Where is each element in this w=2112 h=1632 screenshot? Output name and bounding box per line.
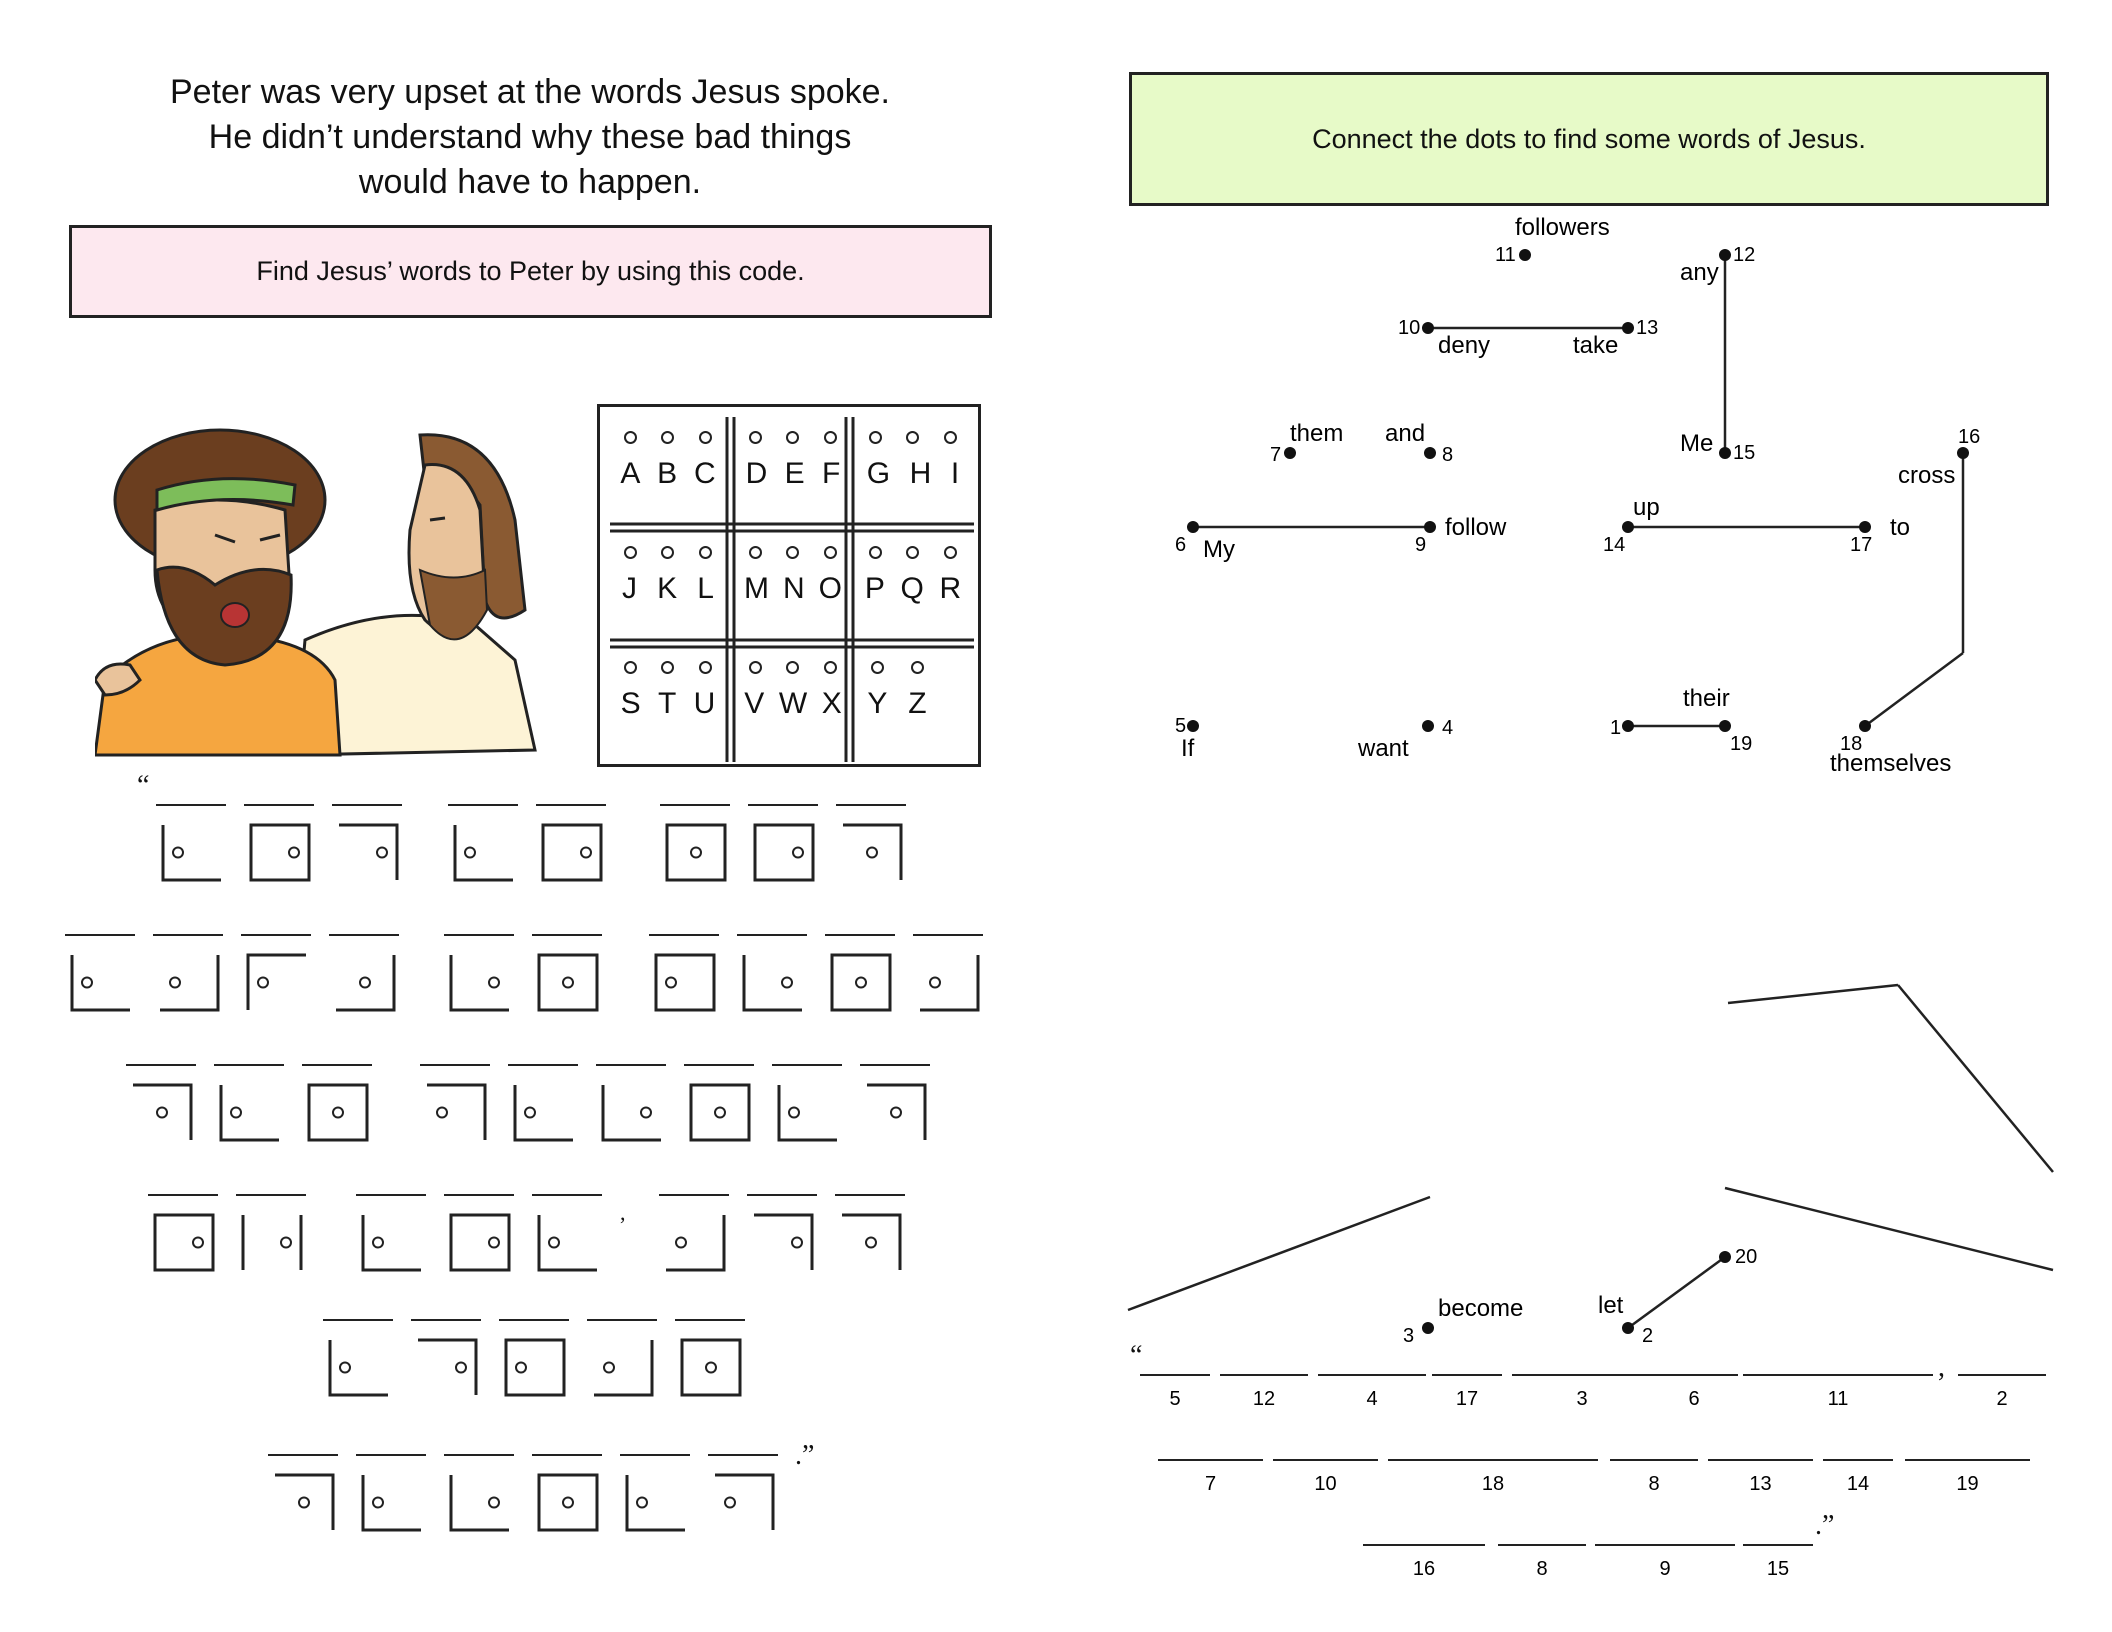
- pigpen-dot: [465, 848, 475, 858]
- connect-dot: [1422, 720, 1434, 732]
- pigpen-dot: [299, 1498, 309, 1508]
- connect-dot: [1187, 521, 1199, 533]
- dot-word: want: [1358, 735, 1409, 762]
- pigpen-symbol: [418, 1340, 476, 1395]
- answer-open-quote: “: [1130, 1340, 1143, 1371]
- key-letter: Y: [867, 687, 888, 720]
- pigpen-dot: [281, 1238, 291, 1248]
- connect-dot: [1719, 720, 1731, 732]
- pigpen-symbol: [363, 1475, 421, 1530]
- key-letter: L: [697, 572, 714, 605]
- pigpen-dot: [289, 848, 299, 858]
- dot-word: them: [1290, 420, 1344, 447]
- intro-line: He didn’t understand why these bad things: [208, 118, 852, 156]
- answer-close-quote: .”: [1815, 1510, 1835, 1541]
- pigpen-dot: [604, 1363, 614, 1373]
- pigpen-dot: [666, 978, 676, 988]
- answer-number: 12: [1252, 1388, 1276, 1410]
- key-letter: A: [620, 457, 641, 490]
- dot-number: 7: [1270, 444, 1282, 466]
- answer-number: 6: [1688, 1388, 1700, 1410]
- pigpen-dot: [706, 1363, 716, 1373]
- dot-number: 11: [1495, 244, 1516, 266]
- code-instruction: Find Jesus’ words to Peter by using this code.: [256, 256, 805, 286]
- pigpen-dot: [231, 1108, 241, 1118]
- pigpen-dot: [373, 1498, 383, 1508]
- pigpen-symbol: [427, 1085, 485, 1140]
- key-letter: V: [744, 687, 765, 720]
- pigpen-symbol: [515, 1085, 573, 1140]
- dot-number: 17: [1850, 534, 1873, 556]
- key-letter: R: [939, 572, 962, 605]
- dot-number: 3: [1403, 1325, 1415, 1347]
- pigpen-dot: [437, 1108, 447, 1118]
- dot-number: 10: [1398, 317, 1421, 339]
- pigpen-symbol: [363, 1215, 421, 1270]
- connect-dot: [1424, 521, 1436, 533]
- dot-word: take: [1573, 332, 1619, 359]
- dot-word: let: [1598, 1292, 1624, 1319]
- key-letter: H: [909, 457, 932, 490]
- pigpen-dot: [516, 1363, 526, 1373]
- key-letter: G: [866, 457, 891, 490]
- dot-number: 18: [1840, 733, 1863, 755]
- answer-number: 13: [1749, 1473, 1772, 1495]
- dot-number: 15: [1733, 442, 1756, 464]
- pigpen-symbol: [451, 1215, 509, 1270]
- comma: ,: [620, 1200, 626, 1225]
- pigpen-dot: [549, 1238, 559, 1248]
- pigpen-symbol: [155, 1215, 213, 1270]
- pigpen-symbol: [603, 1085, 661, 1140]
- answer-number: 14: [1846, 1473, 1870, 1495]
- pigpen-dot: [891, 1108, 901, 1118]
- answer-number: 10: [1314, 1473, 1337, 1495]
- answer-number: 15: [1766, 1558, 1790, 1580]
- key-letter: N: [782, 572, 805, 605]
- pigpen-dot: [258, 978, 268, 988]
- dot-word: themselves: [1830, 750, 1952, 777]
- dot-word: any: [1680, 259, 1719, 286]
- pigpen-symbol: [506, 1340, 564, 1395]
- connect-dot: [1719, 1251, 1731, 1263]
- key-letter: B: [657, 457, 678, 490]
- pigpen-dot: [930, 978, 940, 988]
- key-letter: T: [658, 687, 677, 720]
- dot-number: 8: [1442, 444, 1454, 466]
- dot-connector-line: [1865, 653, 1963, 726]
- answer-number: 7: [1204, 1473, 1217, 1495]
- dot-connector-line: [1628, 1257, 1725, 1328]
- pigpen-symbol: [451, 955, 509, 1010]
- pigpen-dot: [340, 1363, 350, 1373]
- pigpen-dot: [82, 978, 92, 988]
- pigpen-dot: [637, 1498, 647, 1508]
- dot-number: 14: [1603, 534, 1626, 556]
- pigpen-symbol: [160, 955, 218, 1010]
- pigpen-symbol: [744, 955, 802, 1010]
- dot-word: followers: [1515, 214, 1610, 241]
- connect-dot: [1622, 322, 1634, 334]
- pigpen-dot: [715, 1108, 725, 1118]
- connect-dot: [1719, 249, 1731, 261]
- connect-dot: [1284, 447, 1296, 459]
- connect-dot: [1424, 447, 1436, 459]
- intro-line: would have to happen.: [358, 163, 702, 201]
- key-letter: I: [950, 457, 960, 490]
- connect-dot: [1622, 521, 1634, 533]
- dot-word: become: [1438, 1295, 1524, 1322]
- pigpen-dot: [173, 848, 183, 858]
- pigpen-dot: [456, 1363, 466, 1373]
- intro-line: Peter was very upset at the words Jesus spoke.: [169, 73, 890, 111]
- pigpen-symbol: [656, 955, 714, 1010]
- answer-number: 2: [1996, 1388, 2008, 1410]
- answer-number: 8: [1536, 1558, 1548, 1580]
- key-letter: K: [657, 572, 678, 605]
- answer-number: 8: [1648, 1473, 1660, 1495]
- dot-word: cross: [1898, 462, 1956, 489]
- pigpen-dot: [373, 1238, 383, 1248]
- connect-dot: [1187, 720, 1199, 732]
- key-letter: M: [743, 572, 769, 605]
- pigpen-dot: [581, 848, 591, 858]
- dot-number: 20: [1735, 1246, 1758, 1268]
- dot-number: 2: [1642, 1325, 1654, 1347]
- key-letter: J: [622, 572, 638, 605]
- pigpen-dot: [725, 1498, 735, 1508]
- connect-dot: [1622, 720, 1634, 732]
- pigpen-symbol: [248, 955, 306, 1010]
- key-letter: X: [821, 687, 842, 720]
- answer-number: 5: [1169, 1388, 1181, 1410]
- answer-number: 3: [1576, 1388, 1588, 1410]
- pigpen-symbol: [920, 955, 978, 1010]
- pigpen-dot: [170, 978, 180, 988]
- pigpen-dot: [525, 1108, 535, 1118]
- answer-number: 18: [1481, 1473, 1505, 1495]
- pigpen-dot: [793, 848, 803, 858]
- connect-dot: [1422, 1322, 1434, 1334]
- pigpen-dot: [360, 978, 370, 988]
- answer-number: 9: [1659, 1558, 1671, 1580]
- dot-word: If: [1181, 735, 1195, 762]
- key-letter: O: [818, 572, 842, 605]
- pigpen-symbol: [779, 1085, 837, 1140]
- dot-word: follow: [1445, 514, 1507, 541]
- dot-number: 4: [1442, 717, 1454, 739]
- dot-number: 13: [1636, 317, 1659, 339]
- key-letter: F: [822, 457, 841, 490]
- pigpen-dot: [782, 978, 792, 988]
- pigpen-symbol: [330, 1340, 388, 1395]
- key-letter: W: [778, 687, 808, 720]
- connect-dot: [1622, 1322, 1634, 1334]
- dot-number: 1: [1610, 717, 1622, 739]
- pigpen-symbol: [666, 1215, 724, 1270]
- pigpen-symbol: [163, 825, 221, 880]
- pigpen-symbol: [543, 825, 601, 880]
- dots-instruction-box: [1129, 72, 2049, 206]
- key-letter: U: [693, 687, 716, 720]
- answer-number: 19: [1956, 1473, 1979, 1495]
- pigpen-dot: [489, 1238, 499, 1248]
- dot-word: My: [1203, 536, 1235, 563]
- pigpen-dot: [333, 1108, 343, 1118]
- pigpen-dot: [377, 848, 387, 858]
- pigpen-symbol: [455, 825, 513, 880]
- pigpen-dot: [789, 1108, 799, 1118]
- pigpen-dot: [866, 1238, 876, 1248]
- connect-dot: [1859, 521, 1871, 533]
- answer-comma: ,: [1938, 1352, 1945, 1383]
- pigpen-symbol: [539, 1215, 597, 1270]
- dot-word: their: [1683, 685, 1730, 712]
- pigpen-symbol: [72, 955, 130, 1010]
- pigpen-dot: [641, 1108, 651, 1118]
- pigpen-dot: [489, 1498, 499, 1508]
- dot-word: up: [1633, 494, 1660, 521]
- pigpen-dot: [856, 978, 866, 988]
- key-letter: Z: [908, 687, 927, 720]
- key-letter: E: [784, 457, 805, 490]
- pigpen-dot: [676, 1238, 686, 1248]
- outline-line: [1725, 1188, 2053, 1270]
- pigpen-dot: [867, 848, 877, 858]
- dot-word: to: [1890, 514, 1911, 541]
- dot-number: 19: [1730, 733, 1753, 755]
- connect-dot: [1859, 720, 1871, 732]
- connect-dot: [1519, 249, 1531, 261]
- pigpen-symbol: [243, 1215, 301, 1270]
- key-letter: P: [864, 572, 885, 605]
- key-letter: Q: [900, 572, 924, 605]
- answer-number: 11: [1827, 1388, 1849, 1410]
- pigpen-dot: [157, 1108, 167, 1118]
- dot-word: deny: [1438, 332, 1491, 359]
- pigpen-dot: [792, 1238, 802, 1248]
- pigpen-dot: [563, 978, 573, 988]
- dot-word: Me: [1680, 430, 1714, 457]
- pigpen-dot: [193, 1238, 203, 1248]
- key-letter: C: [693, 457, 716, 490]
- close-quote: .”: [795, 1440, 815, 1471]
- dot-number: 5: [1175, 715, 1187, 737]
- pigpen-symbol: [755, 825, 813, 880]
- dot-number: 16: [1958, 426, 1981, 448]
- connect-dot: [1957, 447, 1969, 459]
- answer-number: 16: [1412, 1558, 1436, 1580]
- key-letter: S: [620, 687, 641, 720]
- pigpen-symbol: [627, 1475, 685, 1530]
- answer-number: 17: [1455, 1388, 1479, 1410]
- dot-number: 12: [1733, 244, 1756, 266]
- open-quote: “: [137, 770, 150, 801]
- outline-line: [1898, 985, 2053, 1172]
- pigpen-symbol: [251, 825, 309, 880]
- outline-line: [1728, 985, 1898, 1003]
- pigpen-dot: [691, 848, 701, 858]
- dot-number: 9: [1415, 534, 1427, 556]
- connect-dot: [1422, 322, 1434, 334]
- outline-line: [1128, 1197, 1430, 1310]
- pigpen-symbol: [715, 1475, 773, 1530]
- pigpen-symbol: [339, 825, 397, 880]
- dots-instruction: Connect the dots to find some words of Jesus.: [1312, 123, 1866, 154]
- pigpen-symbol: [754, 1215, 812, 1270]
- dot-number: 6: [1175, 534, 1187, 556]
- pigpen-symbol: [451, 1475, 509, 1530]
- pigpen-dot: [563, 1498, 573, 1508]
- pigpen-dot: [489, 978, 499, 988]
- key-letter: D: [745, 457, 768, 490]
- pigpen-symbol: [594, 1340, 652, 1395]
- pigpen-symbol: [221, 1085, 279, 1140]
- answer-number: 4: [1366, 1388, 1378, 1410]
- connect-dot: [1719, 447, 1731, 459]
- dot-word: and: [1385, 420, 1426, 447]
